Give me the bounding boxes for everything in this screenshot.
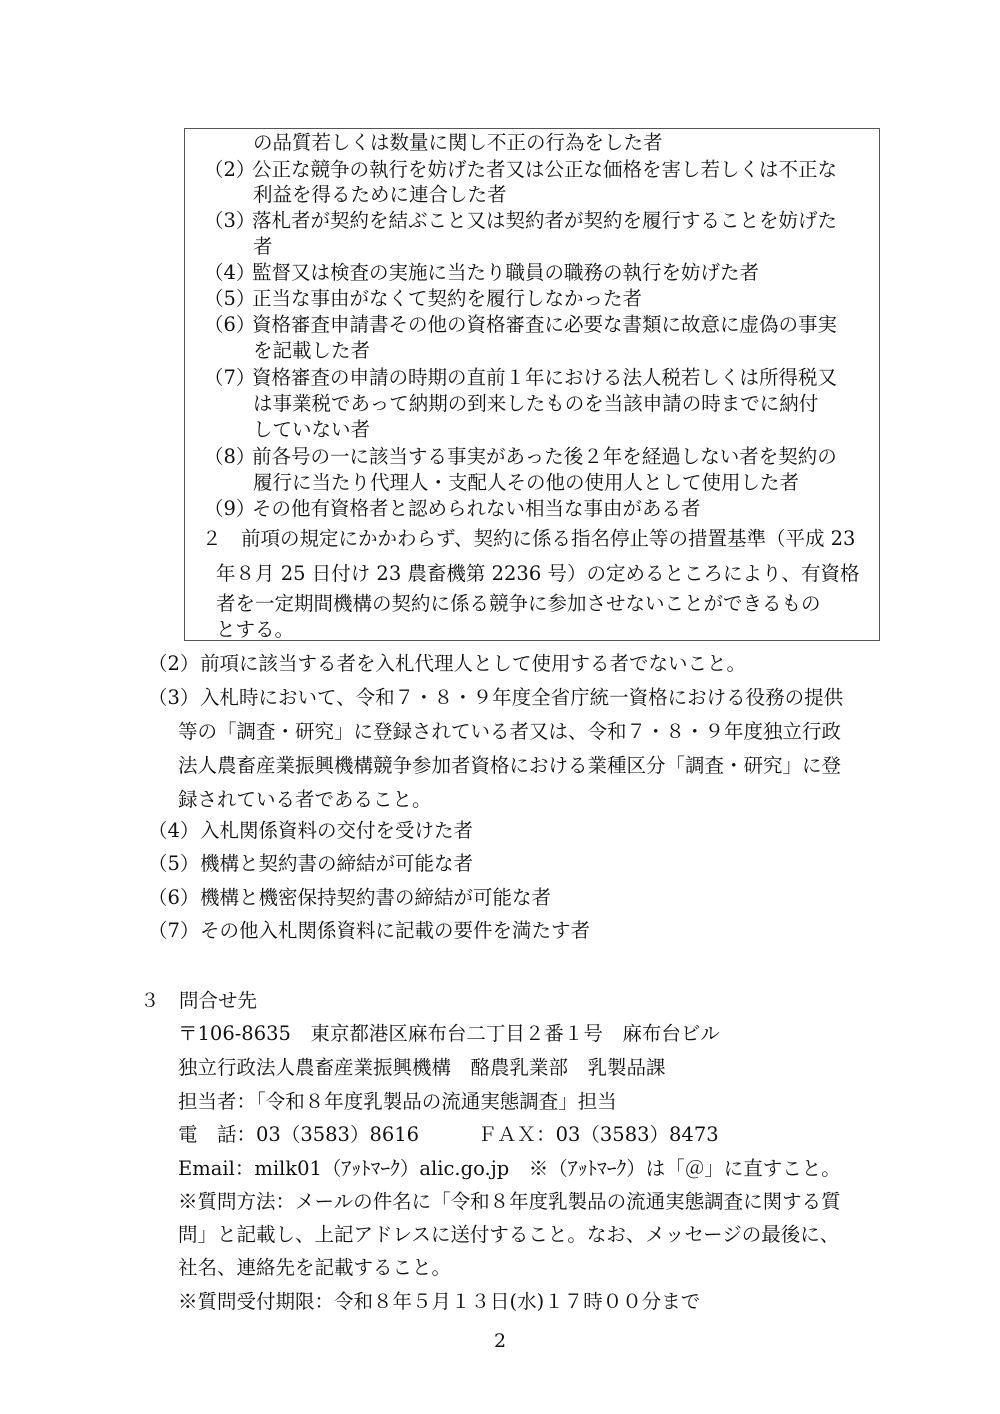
criterion-2: （2）前項に該当する者を入札代理人として使用する者でないこと。	[148, 652, 747, 675]
criterion-4: （4）入札関係資料の交付を受けた者	[148, 819, 474, 842]
criterion-3: （3）入札時において、令和７・８・９年度全省庁統一資格における役務の提供	[148, 686, 844, 709]
criterion-5: （5）機構と契約書の締結が可能な者	[148, 852, 474, 875]
box-continuation-line: の品質若しくは数量に関し不正の行為をした者	[253, 131, 663, 154]
box-item-4: （4）監督又は検査の実施に当たり職員の職務の執行を妨げた者	[204, 261, 760, 284]
box-item-5: （5）正当な事由がなくて契約を履行しなかった者	[204, 287, 643, 310]
box-item-7: （7）資格審査の申請の時期の直前１年における法人税若しくは所得税又	[204, 366, 838, 389]
box-paragraph-2-line4: とする。	[216, 618, 295, 641]
contact-phone-fax: 電 話：03（3583）8616 ＦＡＸ：03（3583）8473	[178, 1123, 719, 1146]
criterion-6: （6）機構と機密保持契約書の締結が可能な者	[148, 886, 552, 909]
box-paragraph-2-line2: 年８月 25 日付け 23 農畜機第 2236 号）の定めるところにより、有資格	[216, 562, 860, 585]
criterion-3-cont1: 等の「調査・研究」に登録されている者又は、令和７・８・９年度独立行政	[178, 720, 842, 743]
box-item-7-cont2: していない者	[253, 418, 371, 441]
contact-email: Email：milk01（ｱｯﾄﾏｰｸ）alic.go.jp ※（ｱｯﾄﾏｰｸ）は「＠」に直すこと。	[178, 1157, 841, 1180]
box-item-6-cont: を記載した者	[253, 339, 371, 362]
box-item-2: （2）公正な競争の執行を妨げた者又は公正な価格を害し若しくは不正な	[204, 158, 838, 181]
box-item-8: （8）前各号の一に該当する事実があった後２年を経過しない者を契約の	[204, 445, 837, 468]
box-paragraph-2-line3: 者を一定期間機構の契約に係る競争に参加させないことができるもの	[216, 592, 821, 615]
box-item-7-cont1: は事業税であって納期の到来したものを当該申請の時までに納付	[253, 392, 819, 415]
box-item-3-cont: 者	[253, 235, 273, 258]
question-method-line3: 社名、連絡先を記載すること。	[178, 1256, 452, 1279]
contact-organization: 独立行政法人農畜産業振興機構 酪農乳業部 乳製品課	[178, 1056, 666, 1079]
criterion-3-cont2: 法人農畜産業振興機構競争参加者資格における業種区分「調査・研究」に登	[178, 754, 842, 777]
criterion-7: （7）その他入札関係資料に記載の要件を満たす者	[148, 919, 591, 942]
box-paragraph-2-line1: ２ 前項の規定にかかわらず、契約に係る指名停止等の措置基準（平成 23	[202, 527, 856, 550]
box-item-6: （6）資格審査申請書その他の資格審査に必要な書類に故意に虚偽の事実	[204, 313, 838, 336]
question-deadline: ※質問受付期限：令和８年５月１３日(水)１７時００分まで	[178, 1290, 701, 1313]
question-method-line2: 問」と記載し、上記アドレスに送付すること。なお、メッセージの最後に、	[178, 1223, 840, 1246]
question-method-line1: ※質問方法：メールの件名に「令和８年度乳製品の流通実態調査に関する質	[178, 1190, 841, 1213]
contact-address: 〒106-8635 東京都港区麻布台二丁目２番１号 麻布台ビル	[178, 1022, 720, 1045]
box-item-9: （9）その他有資格者と認められない相当な事由がある者	[204, 497, 701, 520]
page-number: 2	[493, 1330, 507, 1352]
contact-person: 担当者：「令和８年度乳製品の流通実態調査」担当	[178, 1090, 617, 1113]
section-3-heading: ３ 問合せ先	[140, 989, 258, 1012]
box-item-2-cont: 利益を得るために連合した者	[253, 183, 507, 206]
box-item-3: （3）落札者が契約を結ぶこと又は契約者が契約を履行することを妨げた	[204, 209, 838, 232]
criterion-3-cont3: 録されている者であること。	[178, 788, 432, 811]
box-item-8-cont: 履行に当たり代理人・支配人その他の使用人として使用した者	[253, 471, 800, 494]
